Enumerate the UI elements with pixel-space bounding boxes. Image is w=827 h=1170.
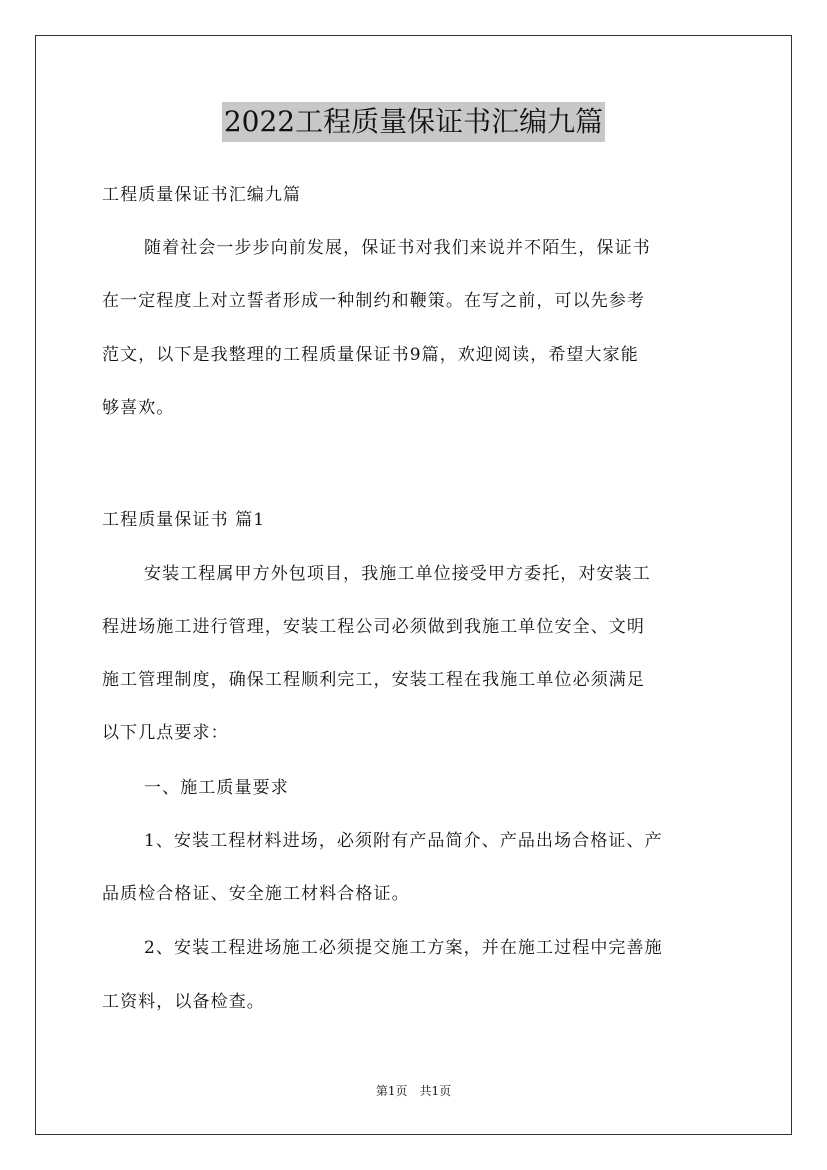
intro-line-1: 随着社会一步步向前发展，保证书对我们来说并不陌生，保证书: [144, 238, 651, 258]
section-line-4: 以下几点要求：: [102, 723, 229, 743]
section-line-1: 安装工程属甲方外包项目，我施工单位接受甲方委托，对安装工: [144, 564, 651, 584]
item2-line-2: 工资料，以备检查。: [102, 992, 265, 1012]
section-line-3: 施工管理制度，确保工程顺利完工，安装工程在我施工单位必须满足: [102, 670, 645, 690]
sub-heading: 一、施工质量要求: [144, 778, 289, 798]
section-line-2: 程进场施工进行管理，安装工程公司必须做到我施工单位安全、文明: [102, 617, 645, 637]
intro-line-3: 范文，以下是我整理的工程质量保证书9篇，欢迎阅读，希望大家能: [102, 345, 639, 365]
title-container: [0, 102, 827, 142]
section-heading: 工程质量保证书 篇1: [102, 510, 266, 530]
document-subtitle: 工程质量保证书汇编九篇: [102, 185, 302, 205]
document-title: 2022工程质量保证书汇编九篇: [222, 102, 605, 142]
item1-line-1: 1、安装工程材料进场，必须附有产品简介、产品出场合格证、产: [144, 831, 663, 851]
intro-line-2: 在一定程度上对立誓者形成一种制约和鞭策。在写之前，可以先参考: [102, 291, 645, 311]
intro-line-4: 够喜欢。: [102, 398, 175, 418]
page-number-footer: 第1页 共1页: [375, 1084, 452, 1098]
item2-line-1: 2、安装工程进场施工必须提交施工方案，并在施工过程中完善施: [144, 938, 663, 958]
item1-line-2: 品质检合格证、安全施工材料合格证。: [102, 884, 410, 904]
